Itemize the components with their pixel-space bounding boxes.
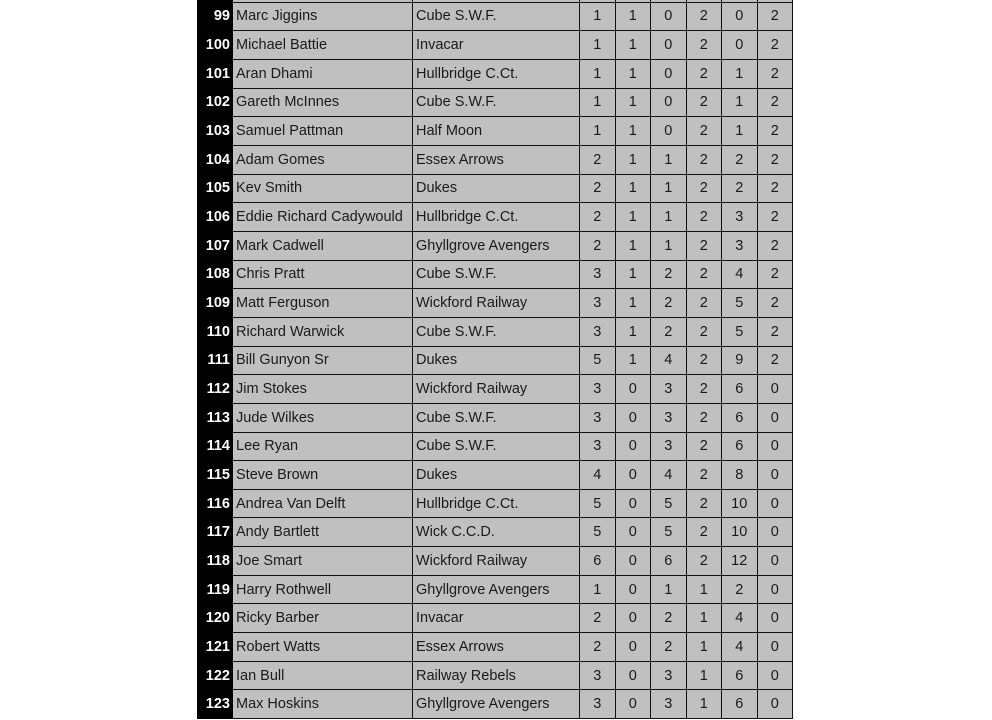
stat-cell: 0 [758,662,794,691]
stat-cell: 0 [758,633,794,662]
name-cell: Max Hoskins [233,690,413,719]
stat-cell: 10 [722,490,758,519]
stat-cell: 3 [651,404,687,433]
table-row [197,89,794,118]
stat-cell: 4 [580,461,616,490]
stat-cell: 2 [687,318,723,347]
stat-cell: 2 [687,3,723,32]
stat-cell: 0 [616,604,652,633]
table-row [197,576,794,605]
stat-cell: 2 [651,318,687,347]
club-cell: Cube S.W.F. [413,261,580,290]
stat-cell: 3 [580,318,616,347]
club-cell: Ghyllgrove Avengers [413,576,580,605]
name-cell: Chris Pratt [233,261,413,290]
club-cell: Essex Arrows [413,633,580,662]
stat-cell: 1 [722,117,758,146]
table-row [197,604,794,633]
stat-cell: 2 [651,261,687,290]
stat-cell: 1 [616,175,652,204]
stat-cell: 2 [758,347,794,376]
stat-cell: 3 [580,690,616,719]
stat-cell: 2 [687,347,723,376]
stat-cell: 2 [722,146,758,175]
position-cell: 120 [197,604,233,633]
stat-cell: 10 [722,518,758,547]
stat-cell: 3 [580,289,616,318]
stat-cell: 1 [616,31,652,60]
stat-cell: 0 [616,404,652,433]
stat-cell: 4 [722,604,758,633]
stat-cell: 1 [616,89,652,118]
stat-cell: 0 [616,433,652,462]
position-cell: 99 [197,3,233,32]
stat-cell: 3 [651,433,687,462]
stat-cell: 0 [616,633,652,662]
stat-cell: 4 [651,347,687,376]
position-cell: 109 [197,289,233,318]
stat-cell: 2 [687,375,723,404]
stat-cell: 3 [651,690,687,719]
club-cell: Wickford Railway [413,547,580,576]
stat-cell: 1 [651,203,687,232]
stat-cell: 3 [580,662,616,691]
stat-cell: 9 [722,347,758,376]
stat-cell: 2 [687,89,723,118]
position-cell: 121 [197,633,233,662]
position-cell: 114 [197,433,233,462]
stat-cell: 2 [687,31,723,60]
position-cell: 102 [197,89,233,118]
stat-cell: 1 [687,690,723,719]
position-cell: 108 [197,261,233,290]
club-cell: Wick C.C.D. [413,518,580,547]
stat-cell: 6 [722,690,758,719]
stat-cell: 0 [758,490,794,519]
stat-cell: 2 [758,117,794,146]
stat-cell: 1 [722,60,758,89]
name-cell: Mark Cadwell [233,232,413,261]
stat-cell: 2 [687,547,723,576]
stat-cell: 3 [580,375,616,404]
stat-cell: 1 [651,232,687,261]
stat-cell: 2 [651,604,687,633]
stat-cell: 0 [616,576,652,605]
stat-cell: 2 [687,117,723,146]
stat-cell: 6 [722,662,758,691]
stat-cell: 0 [616,461,652,490]
stat-cell: 5 [722,318,758,347]
club-cell: Ghyllgrove Avengers [413,690,580,719]
name-cell: Bill Gunyon Sr [233,347,413,376]
stat-cell: 1 [687,633,723,662]
club-cell: Dukes [413,175,580,204]
position-cell: 105 [197,175,233,204]
club-cell: Hullbridge C.Ct. [413,60,580,89]
table-row [197,3,794,32]
stat-cell: 2 [758,146,794,175]
club-cell: Wickford Railway [413,289,580,318]
table-row [197,232,794,261]
stat-cell: 0 [616,490,652,519]
stat-cell: 1 [722,89,758,118]
stat-cell: 3 [580,261,616,290]
club-cell: Invacar [413,31,580,60]
club-cell: Dukes [413,461,580,490]
name-cell: Gareth McInnes [233,89,413,118]
stat-cell: 2 [687,261,723,290]
stat-cell: 2 [580,175,616,204]
stat-cell: 1 [580,3,616,32]
stat-cell: 0 [616,375,652,404]
stat-cell: 1 [616,146,652,175]
club-cell: Hullbridge C.Ct. [413,203,580,232]
stat-cell: 0 [758,518,794,547]
name-cell: Matt Ferguson [233,289,413,318]
stat-cell: 6 [722,404,758,433]
table-row [197,203,794,232]
stat-cell: 5 [722,289,758,318]
stat-cell: 2 [580,232,616,261]
name-cell: Jim Stokes [233,375,413,404]
stat-cell: 6 [722,375,758,404]
stat-cell: 0 [616,690,652,719]
name-cell: Andy Bartlett [233,518,413,547]
name-cell: Ian Bull [233,662,413,691]
club-cell: Essex Arrows [413,146,580,175]
name-cell: Joe Smart [233,547,413,576]
stat-cell: 2 [687,490,723,519]
stat-cell: 0 [651,3,687,32]
stat-cell: 0 [651,89,687,118]
position-cell: 107 [197,232,233,261]
stat-cell: 12 [722,547,758,576]
table-row [197,547,794,576]
stat-cell: 0 [651,117,687,146]
stat-cell: 0 [758,576,794,605]
stat-cell: 2 [722,576,758,605]
stat-cell: 0 [758,404,794,433]
stat-cell: 2 [758,289,794,318]
standings-table [197,0,794,719]
table-row [197,490,794,519]
name-cell: Robert Watts [233,633,413,662]
table-row [197,461,794,490]
stat-cell: 4 [651,461,687,490]
position-cell: 106 [197,203,233,232]
stat-cell: 0 [651,31,687,60]
stat-cell: 1 [651,175,687,204]
club-cell: Invacar [413,604,580,633]
stat-cell: 1 [616,203,652,232]
stat-cell: 2 [687,404,723,433]
name-cell: Marc Jiggins [233,3,413,32]
stat-cell: 1 [580,31,616,60]
table-row [197,375,794,404]
stat-cell: 2 [758,261,794,290]
club-cell: Cube S.W.F. [413,404,580,433]
name-cell: Adam Gomes [233,146,413,175]
stat-cell: 0 [758,375,794,404]
table-row [197,518,794,547]
table-row [197,662,794,691]
club-cell: Hullbridge C.Ct. [413,490,580,519]
stat-cell: 2 [580,203,616,232]
stat-cell: 6 [722,433,758,462]
stat-cell: 3 [580,404,616,433]
name-cell: Lee Ryan [233,433,413,462]
table-row [197,318,794,347]
stat-cell: 6 [580,547,616,576]
stat-cell: 1 [580,89,616,118]
stat-cell: 2 [687,175,723,204]
stat-cell: 4 [722,261,758,290]
stat-cell: 1 [616,232,652,261]
stat-cell: 0 [616,518,652,547]
table-row [197,261,794,290]
position-cell: 112 [197,375,233,404]
stat-cell: 0 [616,547,652,576]
stat-cell: 4 [722,633,758,662]
club-cell: Cube S.W.F. [413,318,580,347]
stat-cell: 2 [758,318,794,347]
stat-cell: 0 [758,461,794,490]
stat-cell: 1 [616,3,652,32]
position-cell: 110 [197,318,233,347]
stat-cell: 2 [758,89,794,118]
table-row [197,633,794,662]
stat-cell: 1 [616,60,652,89]
name-cell: Eddie Richard Cadywould [233,203,413,232]
club-cell: Half Moon [413,117,580,146]
stat-cell: 3 [722,203,758,232]
stat-cell: 8 [722,461,758,490]
stat-cell: 2 [687,518,723,547]
stat-cell: 1 [687,662,723,691]
stat-cell: 0 [758,604,794,633]
name-cell: Aran Dhami [233,60,413,89]
club-cell: Dukes [413,347,580,376]
stat-cell: 2 [687,232,723,261]
stat-cell: 2 [687,146,723,175]
position-cell: 111 [197,347,233,376]
stat-cell: 1 [651,146,687,175]
stat-cell: 1 [687,604,723,633]
club-cell: Ghyllgrove Avengers [413,232,580,261]
club-cell: Cube S.W.F. [413,433,580,462]
stat-cell: 2 [758,175,794,204]
stat-cell: 2 [580,604,616,633]
table-row [197,175,794,204]
position-cell: 119 [197,576,233,605]
stat-cell: 2 [758,203,794,232]
stat-cell: 3 [580,433,616,462]
position-cell: 122 [197,662,233,691]
stat-cell: 2 [758,31,794,60]
stat-cell: 2 [687,60,723,89]
name-cell: Kev Smith [233,175,413,204]
stat-cell: 3 [651,375,687,404]
stat-cell: 1 [651,576,687,605]
name-cell: Ricky Barber [233,604,413,633]
stat-cell: 2 [758,232,794,261]
table-row [197,404,794,433]
club-cell: Railway Rebels [413,662,580,691]
name-cell: Andrea Van Delft [233,490,413,519]
stat-cell: 1 [616,318,652,347]
stat-cell: 2 [580,146,616,175]
position-cell: 118 [197,547,233,576]
stat-cell: 1 [616,347,652,376]
position-cell: 103 [197,117,233,146]
table-row [197,347,794,376]
position-cell: 116 [197,490,233,519]
position-cell: 115 [197,461,233,490]
stat-cell: 2 [651,633,687,662]
club-cell: Cube S.W.F. [413,89,580,118]
club-cell: Wickford Railway [413,375,580,404]
stat-cell: 0 [722,3,758,32]
stat-cell: 1 [616,289,652,318]
stat-cell: 5 [651,518,687,547]
club-cell: Cube S.W.F. [413,3,580,32]
name-cell: Samuel Pattman [233,117,413,146]
position-cell: 100 [197,31,233,60]
stat-cell: 3 [651,662,687,691]
name-cell: Richard Warwick [233,318,413,347]
stat-cell: 2 [687,433,723,462]
name-cell: Jude Wilkes [233,404,413,433]
table-row [197,60,794,89]
stat-cell: 6 [651,547,687,576]
stat-cell: 1 [616,261,652,290]
stat-cell: 0 [758,547,794,576]
stat-cell: 2 [758,3,794,32]
stat-cell: 2 [687,203,723,232]
stat-cell: 1 [580,60,616,89]
position-cell: 104 [197,146,233,175]
stat-cell: 2 [580,633,616,662]
stat-cell: 5 [580,518,616,547]
stat-cell: 2 [722,175,758,204]
stat-cell: 0 [651,60,687,89]
stat-cell: 0 [616,662,652,691]
name-cell: Harry Rothwell [233,576,413,605]
stat-cell: 5 [651,490,687,519]
table-row [197,117,794,146]
name-cell: Michael Battie [233,31,413,60]
stat-cell: 0 [758,433,794,462]
stat-cell: 5 [580,490,616,519]
stat-cell: 0 [722,31,758,60]
stat-cell: 5 [580,347,616,376]
position-cell: 123 [197,690,233,719]
position-cell: 117 [197,518,233,547]
stat-cell: 2 [687,461,723,490]
stat-cell: 1 [580,576,616,605]
stat-cell: 1 [616,117,652,146]
stat-cell: 1 [580,117,616,146]
stat-cell: 3 [722,232,758,261]
name-cell: Steve Brown [233,461,413,490]
stat-cell: 2 [758,60,794,89]
table-row [197,433,794,462]
table-row [197,146,794,175]
table-row [197,31,794,60]
position-cell: 113 [197,404,233,433]
position-cell: 101 [197,60,233,89]
table-row [197,690,794,719]
stat-cell: 2 [687,289,723,318]
stat-cell: 0 [758,690,794,719]
stat-cell: 2 [651,289,687,318]
table-row [197,289,794,318]
stat-cell: 1 [687,576,723,605]
